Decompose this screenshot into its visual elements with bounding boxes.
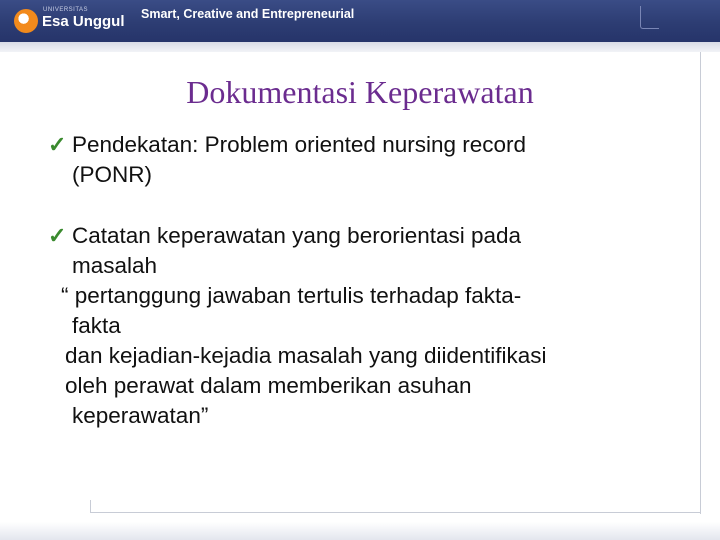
logo-subtitle: UNIVERSITAS (43, 7, 89, 13)
slide-content (48, 130, 688, 431)
slide-title: Dokumentasi Keperawatan (186, 74, 534, 110)
bullet-line: “ pertanggung jawaban tertulis terhadap fakta- (61, 283, 522, 308)
bullet-line: Catatan keperawatan yang berorientasi pada (72, 223, 522, 248)
frame-line-bottom (90, 512, 700, 513)
bullet-item (48, 221, 688, 431)
bullet-line: keperawatan” (72, 403, 209, 428)
header-corner-decoration (640, 6, 659, 29)
checkmark-icon: ✓ (48, 223, 67, 248)
header-shadow-band (0, 42, 720, 52)
logo-text: Esa Unggul (42, 13, 125, 30)
header-banner (0, 0, 720, 42)
frame-line-right (700, 52, 701, 514)
checkmark-icon: ✓ (48, 132, 67, 157)
bullet-line: oleh perawat dalam memberikan asuhan (65, 373, 472, 398)
logo-icon (14, 9, 38, 33)
bullet-item (48, 130, 688, 190)
bullet-line: fakta (72, 313, 121, 338)
bullet-line: masalah (72, 253, 158, 278)
footer-band (0, 522, 720, 540)
bullet-line: Pendekatan: Problem oriented nursing record (72, 132, 527, 157)
frame-line-left (90, 500, 91, 513)
university-logo (14, 7, 132, 35)
bullet-line: dan kejadian-kejadia masalah yang diidentifikasi (65, 343, 547, 368)
bullet-line: (PONR) (72, 162, 152, 187)
header-tagline: Smart, Creative and Entrepreneurial (141, 7, 355, 21)
